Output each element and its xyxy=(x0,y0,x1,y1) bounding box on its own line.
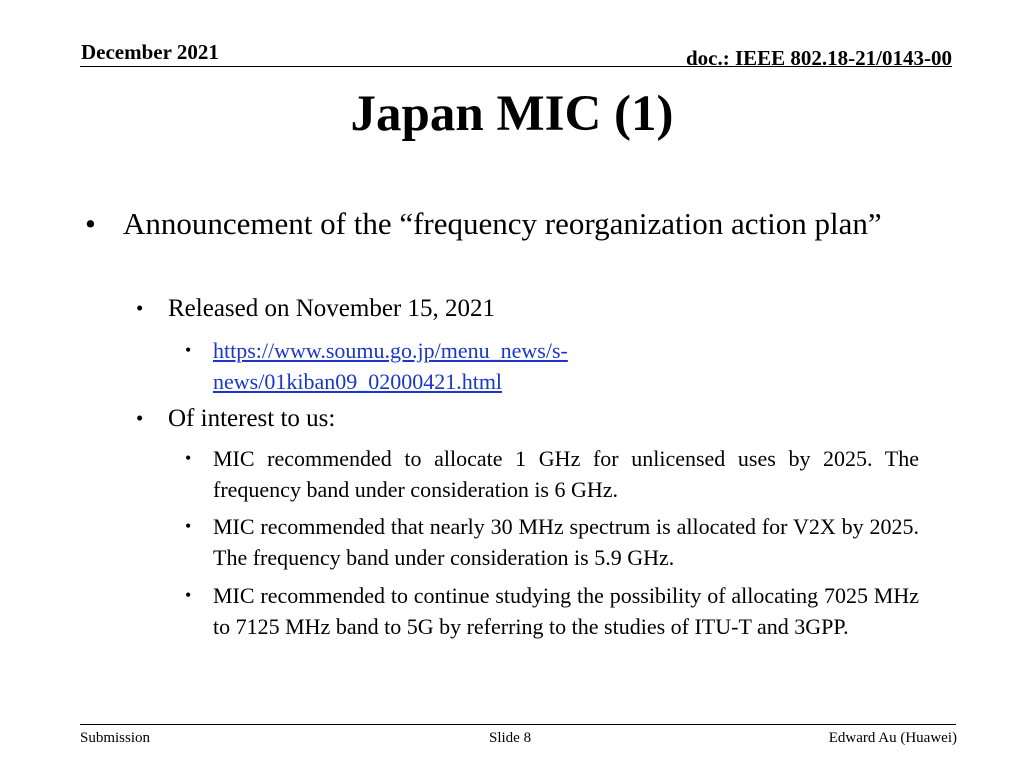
slide-title: Japan MIC (1) xyxy=(350,86,674,142)
bullet-symbol: • xyxy=(185,516,192,536)
header-divider xyxy=(80,66,952,67)
bullet-text: Announcement of the “frequency reorganization action plan” xyxy=(123,206,882,241)
bullet-text: MIC recommended to continue studying the possibility of allocating 7025 MHz to 7125 MHz band to 5G by referring to the studies of ITU-T and 3GPP. xyxy=(213,583,919,639)
bullet-text: Of interest to us: xyxy=(168,405,336,432)
soumu-link[interactable] xyxy=(213,338,568,394)
link-line-2: news/01kiban09_02000421.html xyxy=(213,369,503,394)
bullet-unlicensed xyxy=(185,443,919,505)
footer-author: Edward Au (Huawei) xyxy=(828,730,957,746)
header-date: December 2021 xyxy=(81,40,219,64)
bullet-5g xyxy=(185,580,919,642)
bullet-symbol: • xyxy=(185,448,192,468)
bullet-source-link xyxy=(185,335,919,397)
bullet-text: Released on November 15, 2021 xyxy=(168,295,496,322)
bullet-symbol: • xyxy=(136,406,144,430)
footer-divider xyxy=(80,724,956,725)
footer-slide-number: Slide 8 xyxy=(489,730,532,746)
header-doc-id: doc.: IEEE 802.18-21/0143-00 xyxy=(685,46,952,70)
bullet-text: MIC recommended that nearly 30 MHz spectrum is allocated for V2X by 2025. The frequency band under consideration is 5.9 GHz. xyxy=(213,514,919,570)
bullet-symbol: • xyxy=(85,206,96,241)
bullet-of-interest xyxy=(136,402,919,435)
bullet-text: MIC recommended to allocate 1 GHz for unlicensed uses by 2025. The frequency band under consideration is 6 GHz. xyxy=(213,446,919,502)
link-line-1: https://www.soumu.go.jp/menu_news/s- xyxy=(213,338,568,363)
bullet-symbol: • xyxy=(136,296,144,320)
bullet-announcement xyxy=(85,203,919,244)
bullet-symbol: • xyxy=(185,585,192,605)
footer-submission: Submission xyxy=(80,730,151,746)
bullet-v2x xyxy=(185,511,919,573)
bullet-released xyxy=(136,292,919,325)
bullet-symbol: • xyxy=(185,340,192,360)
